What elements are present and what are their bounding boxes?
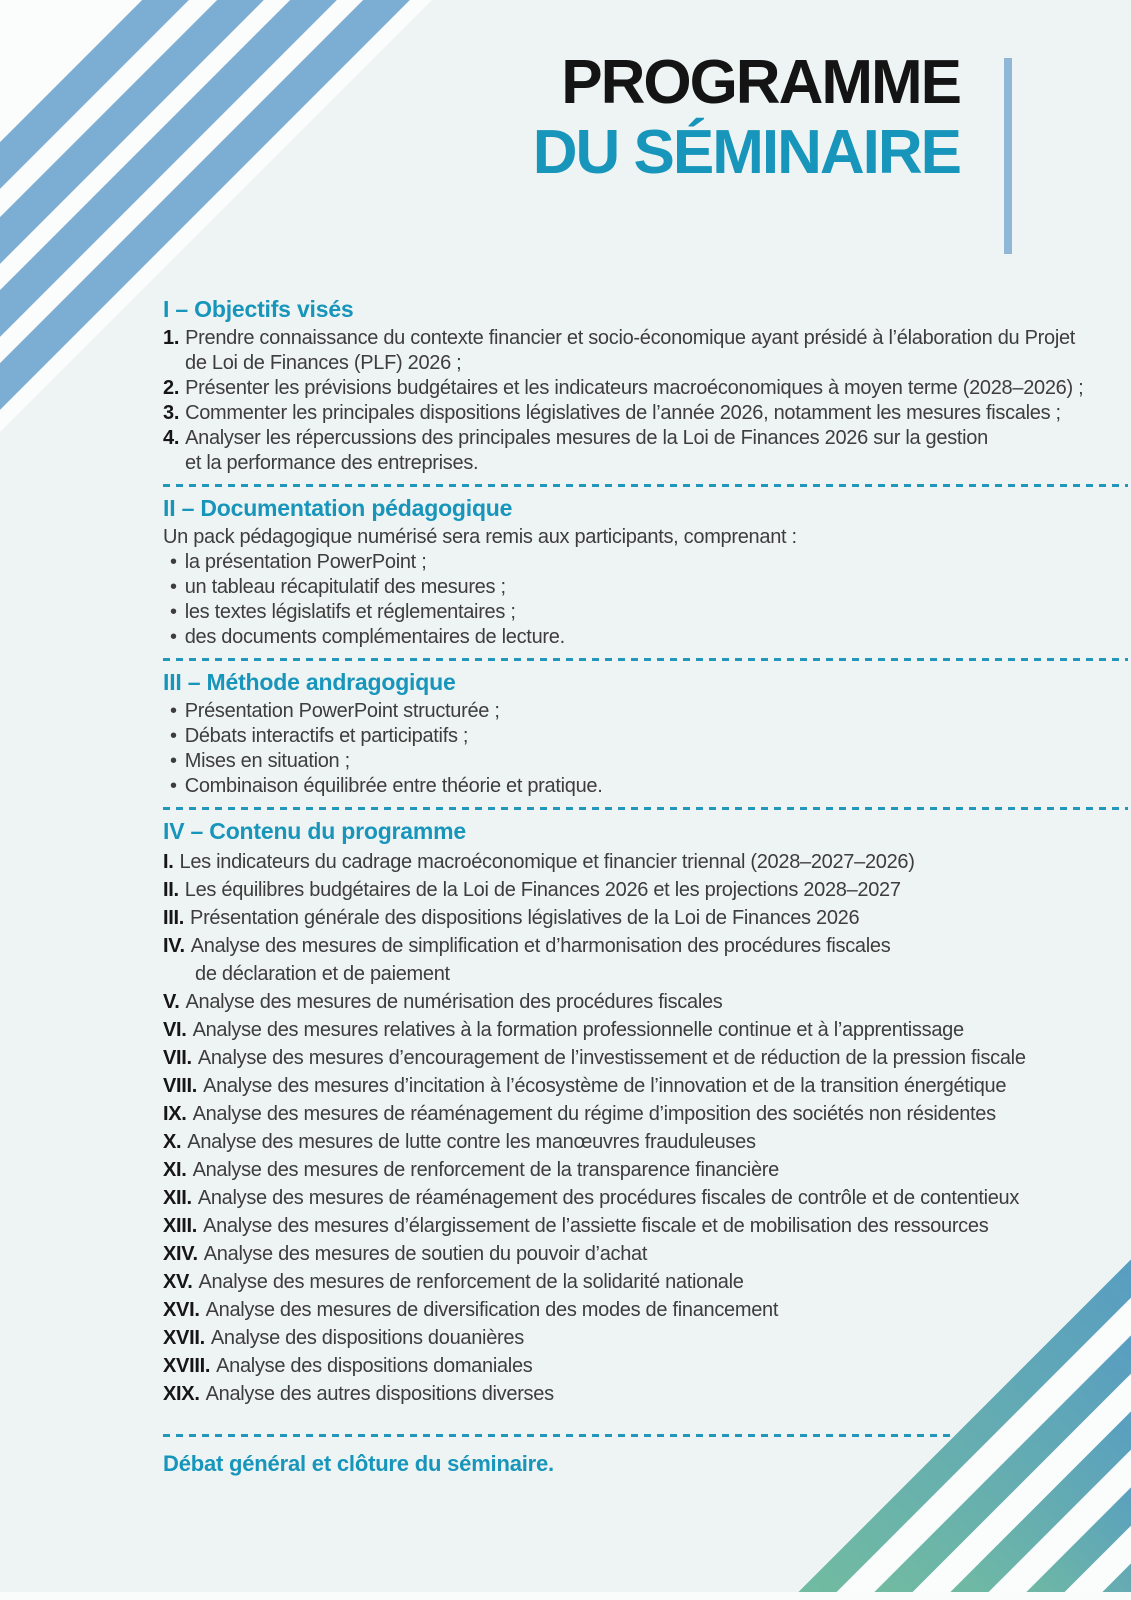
- item-number: IX.: [163, 1103, 187, 1125]
- list-item: [163, 774, 1128, 799]
- programme-item: [163, 932, 1128, 988]
- item-number: II.: [163, 879, 179, 901]
- item-text: Prendre connaissance du contexte financier et socio-économique ayant présidé à l’élaboration du Projet: [185, 327, 1076, 349]
- programme-item: [163, 1268, 1128, 1296]
- section-heading-contenu: IV – Contenu du programme: [163, 818, 466, 844]
- objective-item: [163, 326, 1128, 376]
- item-number: IV.: [163, 935, 185, 957]
- page-title-line2: DU SÉMINAIRE: [532, 118, 960, 187]
- bullet-text: des documents complémentaires de lecture.: [184, 626, 565, 648]
- page-title: [533, 48, 960, 188]
- objective-item: [163, 426, 1128, 476]
- item-text: Analyse des mesures de réaménagement des procédures fiscales de contrôle et de contentieux: [197, 1187, 1020, 1209]
- bullet-text: la présentation PowerPoint ;: [184, 551, 427, 573]
- page-title-line1: PROGRAMME: [561, 48, 960, 117]
- bullet-text: les textes législatifs et réglementaires ;: [184, 601, 516, 623]
- programme-item: [163, 876, 1128, 904]
- list-item: [163, 600, 1128, 625]
- bullet-icon: •: [170, 775, 177, 797]
- item-text: Commenter les principales dispositions législatives de l’année 2026, notamment les mesures fiscales ;: [185, 402, 1061, 424]
- item-number: III.: [163, 907, 185, 929]
- item-text: Analyse des mesures de soutien du pouvoir d’achat: [203, 1243, 648, 1265]
- item-number: VI.: [163, 1019, 187, 1041]
- item-text: Présenter les prévisions budgétaires et les indicateurs macroéconomiques à moyen terme (2028–2026) ;: [185, 377, 1084, 399]
- dashed-separator: [163, 658, 1128, 661]
- programme-item: [163, 1212, 1128, 1240]
- programme-item: [163, 1324, 1128, 1352]
- item-number: XVII.: [163, 1327, 205, 1349]
- closing-statement: Débat général et clôture du séminaire.: [163, 1451, 554, 1476]
- dashed-separator: [163, 807, 1128, 810]
- programme-item: [163, 1184, 1128, 1212]
- item-text: Les indicateurs du cadrage macroéconomique et financier triennal (2028–2027–2026): [179, 851, 915, 873]
- item-text: Analyse des dispositions douanières: [210, 1327, 524, 1349]
- item-number: 4.: [163, 427, 180, 449]
- item-text: Les équilibres budgétaires de la Loi de Finances 2026 et les projections 2028–2027: [184, 879, 901, 901]
- item-text-continued: de Loi de Finances (PLF) 2026 ;: [185, 352, 462, 374]
- item-number: XIII.: [163, 1215, 198, 1237]
- item-number: 3.: [163, 402, 180, 424]
- item-text: Analyse des mesures d’incitation à l’écosystème de l’innovation et de la transition énergétique: [203, 1075, 1007, 1097]
- bullet-icon: •: [170, 601, 177, 623]
- item-number: XIV.: [163, 1243, 198, 1265]
- dashed-separator: [163, 1434, 953, 1437]
- item-text: Analyse des mesures de renforcement de la solidarité nationale: [198, 1271, 744, 1293]
- item-number: XVIII.: [163, 1355, 211, 1377]
- list-item: [163, 550, 1128, 575]
- section-intro: Un pack pédagogique numérisé sera remis aux participants, comprenant :: [163, 526, 797, 548]
- item-text: Analyse des mesures de simplification et d’harmonisation des procédures fiscales: [190, 935, 891, 957]
- item-number: XI.: [163, 1159, 187, 1181]
- bullet-icon: •: [170, 551, 177, 573]
- bullet-icon: •: [170, 750, 177, 772]
- item-number: VIII.: [163, 1075, 198, 1097]
- programme-item: [163, 848, 1128, 876]
- bullet-icon: •: [170, 576, 177, 598]
- item-number: XV.: [163, 1271, 193, 1293]
- bullet-icon: •: [170, 700, 177, 722]
- item-number: V.: [163, 991, 180, 1013]
- item-text: Analyse des mesures de numérisation des procédures fiscales: [185, 991, 723, 1013]
- programme-item: [163, 1380, 1128, 1408]
- item-number: XII.: [163, 1187, 192, 1209]
- programme-item: [163, 1072, 1128, 1100]
- item-text-continued: et la performance des entreprises.: [185, 452, 479, 474]
- item-number: 2.: [163, 377, 180, 399]
- bullet-text: Mises en situation ;: [184, 750, 350, 772]
- list-item: [163, 749, 1128, 774]
- item-text: Analyse des mesures de diversification des modes de financement: [205, 1299, 779, 1321]
- item-text: Analyse des mesures d’encouragement de l’investissement et de réduction de la pression fiscale: [197, 1047, 1026, 1069]
- item-text: Analyse des mesures de lutte contre les manœuvres frauduleuses: [187, 1131, 756, 1153]
- list-item: [163, 575, 1128, 600]
- programme-item: [163, 1128, 1128, 1156]
- title-accent-bar: [1004, 58, 1012, 254]
- list-item: [163, 724, 1128, 749]
- bullet-text: Débats interactifs et participatifs ;: [184, 725, 469, 747]
- item-text: Analyse des mesures relatives à la formation professionnelle continue et à l’apprentissage: [192, 1019, 964, 1041]
- programme-item: [163, 988, 1128, 1016]
- item-number: 1.: [163, 327, 180, 349]
- bullet-icon: •: [170, 626, 177, 648]
- item-text: Analyse des dispositions domaniales: [216, 1355, 533, 1377]
- item-text: Analyser les répercussions des principales mesures de la Loi de Finances 2026 sur la gestion: [185, 427, 988, 449]
- objective-item: [163, 376, 1128, 401]
- programme-item: [163, 1352, 1128, 1380]
- item-text: Analyse des mesures de renforcement de la transparence financière: [192, 1159, 779, 1181]
- bullet-text: Combinaison équilibrée entre théorie et pratique.: [184, 775, 603, 797]
- item-number: XVI.: [163, 1299, 200, 1321]
- item-number: XIX.: [163, 1383, 200, 1405]
- item-text: Analyse des autres dispositions diverses: [205, 1383, 554, 1405]
- dashed-separator: [163, 484, 1128, 487]
- programme-content: [163, 296, 1128, 1477]
- programme-item: [163, 1100, 1128, 1128]
- programme-item: [163, 904, 1128, 932]
- list-item: [163, 699, 1128, 724]
- item-text: Présentation générale des dispositions législatives de la Loi de Finances 2026: [190, 907, 860, 929]
- programme-item: [163, 1044, 1128, 1072]
- bullet-text: Présentation PowerPoint structurée ;: [184, 700, 500, 722]
- section-heading-objectifs: I – Objectifs visés: [163, 296, 354, 322]
- section-heading-documentation: II – Documentation pédagogique: [163, 495, 513, 521]
- programme-item: [163, 1156, 1128, 1184]
- bullet-icon: •: [170, 725, 177, 747]
- bottom-margin-strip: [0, 1592, 1131, 1600]
- programme-item: [163, 1240, 1128, 1268]
- list-item: [163, 625, 1128, 650]
- item-text-continued: de déclaration et de paiement: [195, 963, 450, 985]
- bullet-text: un tableau récapitulatif des mesures ;: [184, 576, 506, 598]
- item-number: VII.: [163, 1047, 192, 1069]
- item-text: Analyse des mesures d’élargissement de l’assiette fiscale et de mobilisation des ressources: [203, 1215, 989, 1237]
- item-number: I.: [163, 851, 174, 873]
- objective-item: [163, 401, 1128, 426]
- programme-item: [163, 1296, 1128, 1324]
- programme-item: [163, 1016, 1128, 1044]
- section-heading-methode: III – Méthode andragogique: [163, 669, 456, 695]
- item-number: X.: [163, 1131, 182, 1153]
- item-text: Analyse des mesures de réaménagement du régime d’imposition des sociétés non résidentes: [192, 1103, 996, 1125]
